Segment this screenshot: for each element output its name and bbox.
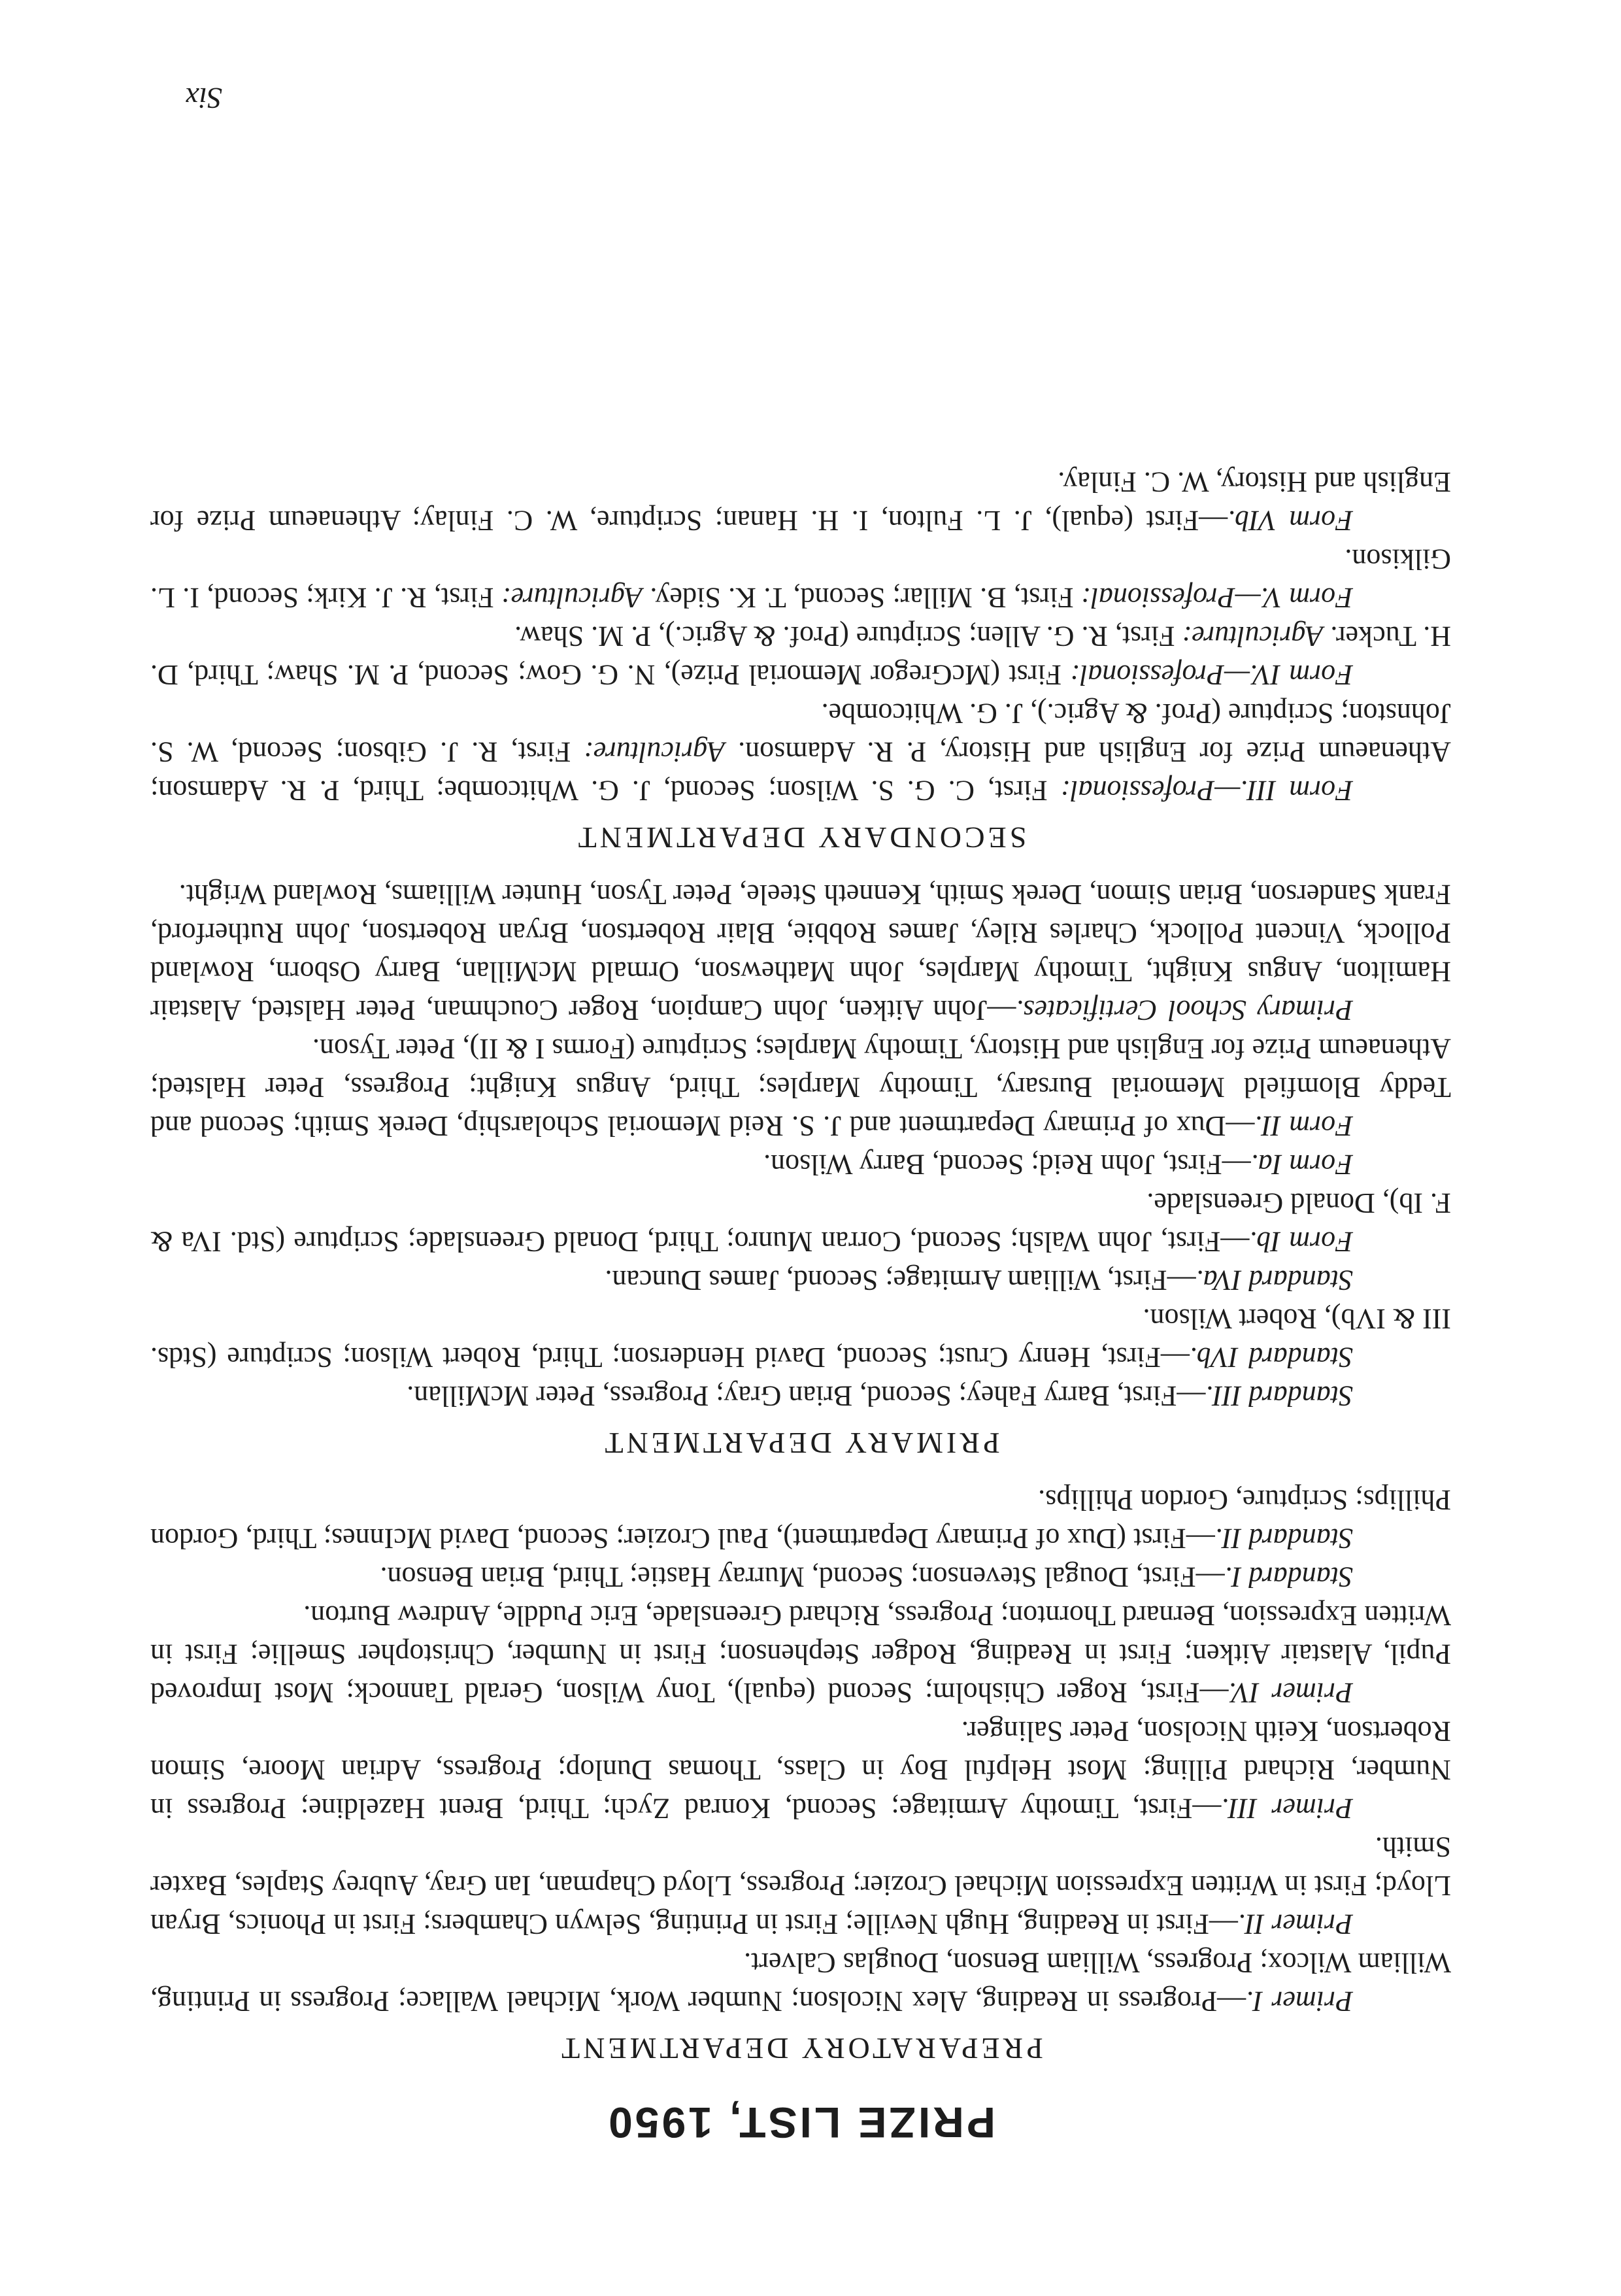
prize-entry [150,463,1451,540]
prize-entry [150,617,1451,694]
section [150,875,1451,1462]
entry-text: —First, John Reid; Second, Barry Wilson. [763,1149,1251,1181]
prize-entry [150,1300,1451,1377]
prize-entry [150,1944,1451,2021]
form-name: Standard IVb. [1189,1342,1353,1374]
entry-text: First, C. G. S. Wilson; Second, J. G. Whitcombe; Third, P. R. Adamson; Athenaeum Prize for English and History, P. R. Adamson. Agriculture: First, R. J. Gibson; Second, W. S. Johnston; Scripture (Prof. & Agric.), J. G. Whitcombe. [150,698,1451,807]
section-heading: PRIMARY DEPARTMENT [601,1427,1000,1460]
form-name: Form VIb. [1228,505,1353,537]
section-heading: PREPARATORY DEPARTMENT [558,2032,1043,2065]
prize-entry [150,1030,1451,1145]
page-title: PRIZE LIST, 1950 [606,2099,995,2147]
section [150,1481,1451,2068]
prize-entry [150,1145,1451,1184]
form-name: Standard I. [1224,1561,1353,1593]
prize-entry [150,1481,1451,1558]
form-name: Form IV.—Professional: [1070,659,1353,691]
page-number: Six [185,82,222,115]
entry-text: —First, William Armitage; Second, James Duncan. [605,1264,1196,1296]
form-name: Primer IV. [1228,1677,1353,1709]
form-name: Form III.—Professional: [1060,775,1353,807]
entry-text: —Progress in Reading, Alex Nicolson; Number Work, Michael Wallace; Progress in Printing, William Wilcox; Progress, William Benson, Douglas Calvert. [150,1947,1451,2017]
prize-entry [150,540,1451,617]
prize-entry [150,1712,1451,1828]
entry-text: —First, John Walsh; Second, Corran Munro; Third, Donald Greenslade; Scripture (Std. IVa & F. Ib), Donald Greenslade. [150,1187,1451,1258]
entry-text: —John Aitken, John Campion, Roger Couchman, Peter Halsted, Alastair Hamilton, Angus Knight, Timothy Marples, John Mathewson, Ormald McMillan, Barry Osborn, Rowland Pollock, Vincent Pollock, Charles Riley, James Robbie, Blair Robertson, Bryan Robertson, John Rutherford, Frank Sanderson, Brian Simon, Derek Smith, Kenneth Steele, Peter Tyson, Hunter Williams, Rowland Wright. [150,879,1451,1026]
prize-entry [150,1377,1451,1415]
entry-text: —First, Barry Fahey; Second, Brian Gray; Progress, Peter McMillan. [407,1380,1206,1412]
section-heading: SECONDARY DEPARTMENT [575,821,1027,854]
entry-text: —First (equal), J. L. Fulton, I. H. Hanan; Scripture, W. C. Finlay; Athenaeum Prize for English and History, W. C. Finlay. [150,466,1451,537]
prize-entry [150,1596,1451,1712]
form-name: Standard IVa. [1195,1264,1353,1296]
entry-text: —First, Timothy Armitage; Second, Konrad Zych; Third, Brent Hazeldine; Progress in Number, Richard Pilling; Most Helpful Boy in Class, Thomas Dunlop; Progress, Adrian Moore, Simon Robertson, Keith Nicolson, Peter Salinger. [150,1715,1451,1825]
agriculture-label: Agriculture: [1182,620,1324,652]
prize-entry [150,1261,1451,1300]
form-name: Form Ib. [1249,1226,1353,1258]
form-name: Standard II. [1214,1523,1353,1555]
prize-entry [150,1184,1451,1261]
agriculture-label: Agriculture: [501,582,643,614]
text-column [150,463,1451,2149]
form-name: Primer II. [1237,1908,1353,1940]
form-name: Primer I. [1246,1985,1353,2017]
entry-text: —First, Henry Crust; Second, David Henderson; Third, Robert Wilson; Scripture (Stds. III & IVb), Robert Wilson. [150,1303,1451,1374]
entry-text: First (McGregor Memorial Prize), N. G. Gow; Second, P. M. Shaw; Third, D. H. Tucker. Agriculture: First, R. G. Allen; Scripture (Prof. & Agric.), P. M. Shaw. [150,620,1451,691]
prize-entry [150,1558,1451,1596]
form-name: Primary School Certificates. [1016,994,1353,1026]
section [150,463,1451,857]
form-name: Primer III. [1221,1793,1353,1825]
entry-text: —First, Dougal Stevenson; Second, Murray Hastie; Third, Brian Benson. [380,1561,1225,1593]
form-name: Form II. [1254,1110,1353,1142]
entry-text: —First, Roger Chisholm; Second (equal), Tony Wilson, Gerald Tannock; Most Improved Pupil, Alastair Aitken; First in Reading, Rodger Stephenson; First in Number, Christopher Smellie; First in Written Expression, Bernard Thornton; Progress, Richard Greenslade, Eric Puddle, Andrew Burton. [150,1600,1451,1709]
form-name: Form Ia. [1250,1149,1353,1181]
entry-text: —Dux of Primary Department and J. S. Reid Memorial Scholarship, Derek Smith; Second and Teddy Blomfield Memorial Bursary, Timothy Marples; Third, Angus Knight; Progress, Peter Halsted; Athenaeum Prize for English and History, Timothy Marples; Scripture (Forms I & II), Peter Tyson. [150,1033,1451,1142]
sections [150,463,1451,2068]
entry-text: —First (Dux of Primary Department), Paul Crozier; Second, David McInnes; Third, Gordon Phillips; Scripture, Gordon Phillips. [150,1484,1451,1555]
entry-text: —First in Reading, Hugh Neville; First in Printing, Selwyn Chambers; First in Phonics, Bryan Lloyd; First in Written Expression Michael Crozier; Progress, Lloyd Chapman, Ian Gray, Aubrey Staples, Baxter Smith. [150,1831,1451,1940]
form-name: Standard III. [1205,1380,1353,1412]
prize-entry [150,694,1451,810]
prize-entry [150,1828,1451,1944]
agriculture-label: Agriculture: [584,736,726,768]
form-name: Form V.—Professional: [1081,582,1353,614]
entry-text: First, B. Millar; Second, T. K. Sidey. Agriculture: First, R. J. Kirk; Second, I. L. Gilkison. [150,543,1451,614]
prize-entry [150,875,1451,1030]
